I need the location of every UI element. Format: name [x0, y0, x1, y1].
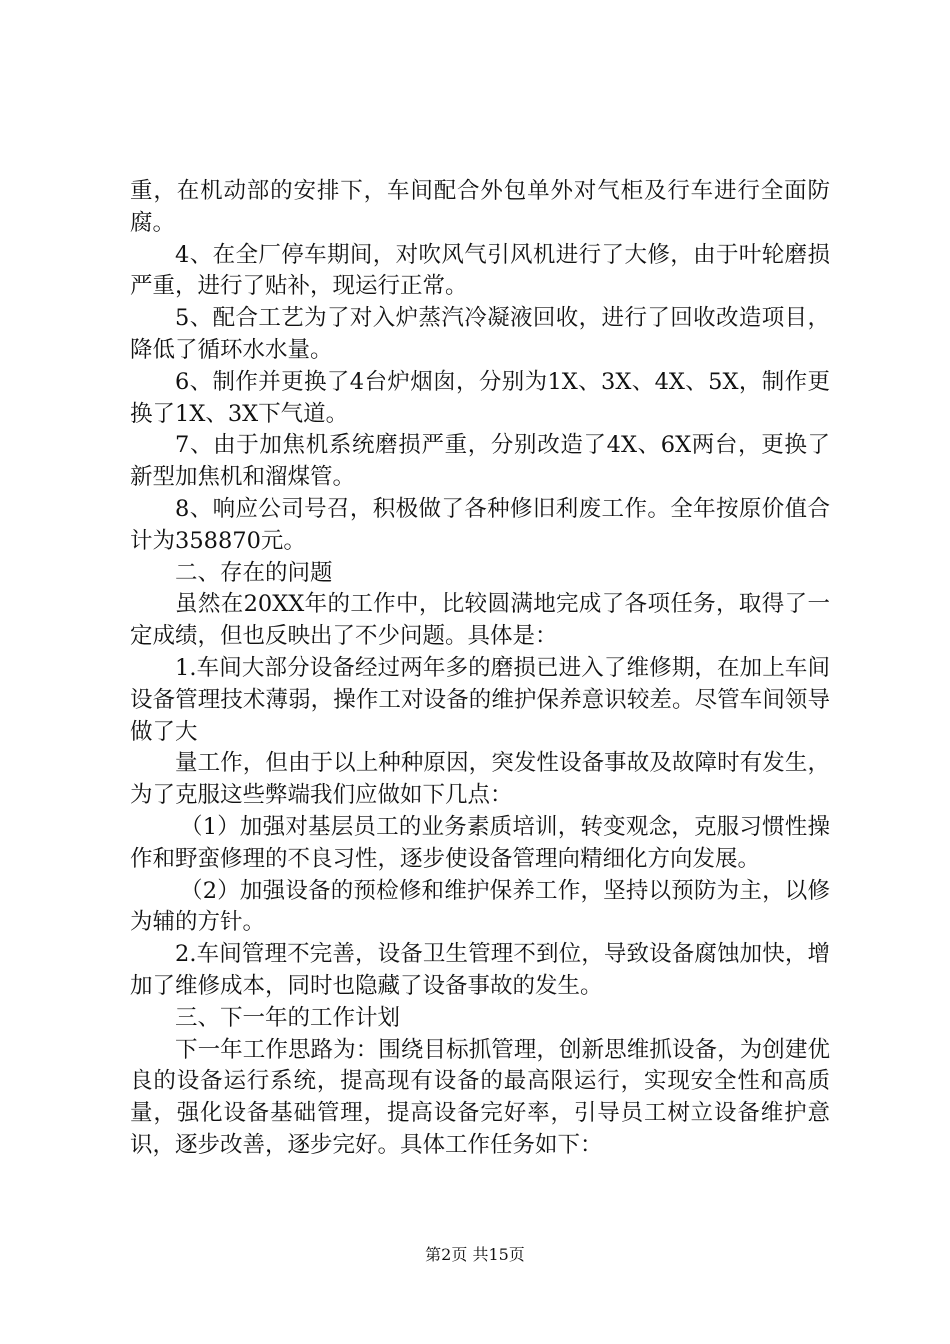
paragraph-problems-intro: 虽然在20XX年的工作中，比较圆满地完成了各项任务，取得了一定成绩，但也反映出了不少问题。具体是：: [130, 591, 830, 650]
paragraph-plan-intro: 下一年工作思路为：围绕目标抓管理，创新思维抓设备，为创建优良的设备运行系统，提高现有设备的最高限运行，实现安全性和高质量，强化设备基础管理，提高设备完好率，引导员工树立设备维护意识，逐步改善，逐步完好。具体工作任务如下：: [130, 1036, 830, 1158]
paragraph-problem-1: 1.车间大部分设备经过两年多的磨损已进入了维修期，在加上车间设备管理技术薄弱，操作工对设备的维护保养意识较差。尽管车间领导做了大: [130, 654, 830, 745]
section-heading-problems: 二、存在的问题: [175, 559, 333, 586]
paragraph-measure-1: （1）加强对基层员工的业务素质培训，转变观念，克服习惯性操作和野蛮修理的不良习性，逐步使设备管理向精细化方向发展。: [130, 813, 830, 872]
paragraph-item-8: 8、响应公司号召，积极做了各种修旧利废工作。全年按原价值合计为358870元。: [130, 495, 830, 554]
section-heading-plan: 三、下一年的工作计划: [175, 1004, 401, 1031]
paragraph-item-6: 6、制作并更换了4台炉烟囱，分别为1X、3X、4X、5X，制作更换了1X、3X下气道。: [130, 368, 830, 427]
paragraph-problem-2: 2.车间管理不完善，设备卫生管理不到位，导致设备腐蚀加快，增加了维修成本，同时也隐藏了设备事故的发生。: [130, 941, 830, 999]
paragraph-item-7: 7、由于加焦机系统磨损严重，分别改造了4X、6X两台，更换了新型加焦机和溜煤管。: [130, 432, 830, 491]
document-body: [130, 176, 830, 1162]
paragraph-item-5: 5、配合工艺为了对入炉蒸汽冷凝液回收，进行了回收改造项目，降低了循环水水量。: [130, 305, 830, 363]
paragraph-item-4: 4、在全厂停车期间，对吹风气引风机进行了大修，由于叶轮磨损严重，进行了贴补，现运行正常。: [130, 241, 830, 300]
page-number-footer: 第2页 共15页: [425, 1245, 525, 1264]
paragraph-problem-1-continued: 量工作，但由于以上种种原因，突发性设备事故及故障时有发生，为了克服这些弊端我们应做如下几点：: [130, 750, 830, 809]
paragraph-measure-2: （2）加强设备的预检修和维护保养工作，坚持以预防为主，以修为辅的方针。: [130, 877, 830, 936]
paragraph-continuation: 重，在机动部的安排下，车间配合外包单外对气柜及行车进行全面防腐。: [130, 178, 830, 236]
